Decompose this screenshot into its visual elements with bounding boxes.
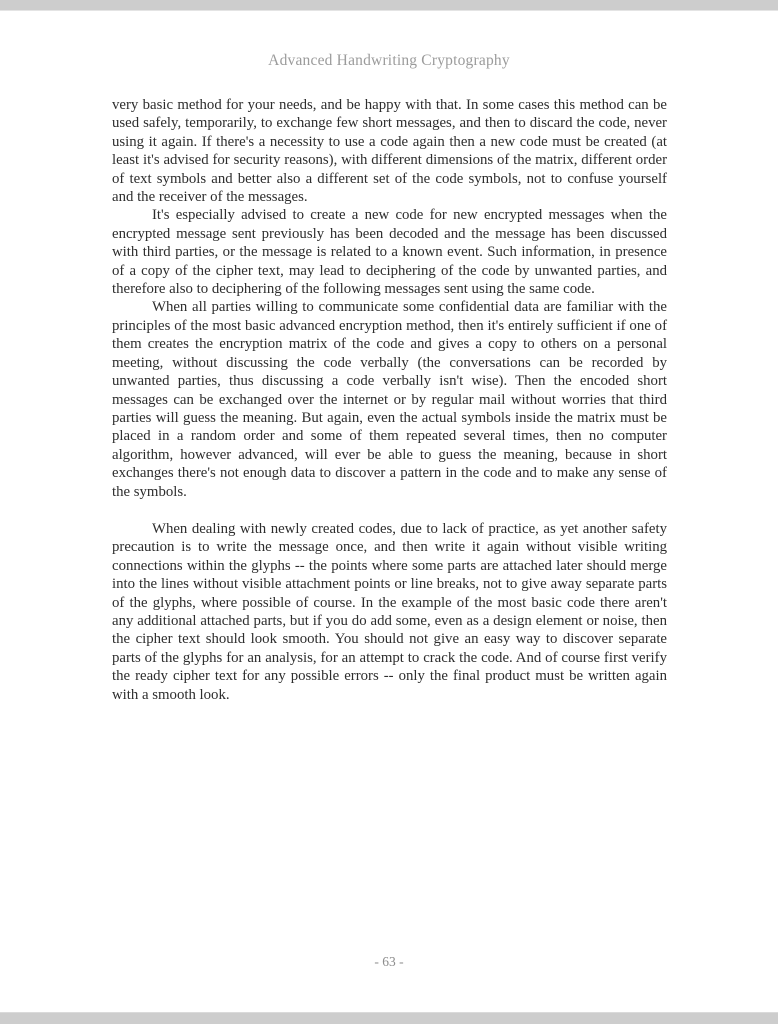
paragraph: When dealing with newly created codes, due to lack of practice, as yet another safety precaution is to write the message once, and then write it again without visible writing connections within the glyphs -- the points where some parts are attached later should merge into the lines without visible attachment points or line breaks, not to give away separate parts of the glyphs, where possible of course. In the example of the most basic code there aren't any additional attached parts, but if you do add some, even as a design element or noise, then the cipher text should look smooth. You should not give an easy way to discover separate parts of the glyphs for an analysis, for an attempt to crack the code. And of course first verify the ready cipher text for any possible errors -- only the final product must be written again with a smooth look. xyxy=(112,520,667,703)
paragraph: When all parties willing to communicate some confidential data are familiar with the principles of the most basic advanced encryption method, then it's entirely sufficient if one of them creates the encryption matrix of the code and gives a copy to others on a personal meeting, without discussing the code verbally (the conversations can be recorded by unwanted parties, thus discussing a code verbally isn't wise). Then the encoded short messages can be exchanged over the internet or by regular mail without worries that third parties will guess the meaning. But again, even the actual symbols inside the matrix must be placed in a random order and some of them repeated several times, then no computer algorithm, however advanced, will ever be able to guess the meaning, because in short exchanges there's not enough data to discover a pattern in the code and to make any sense of the symbols. xyxy=(112,299,667,500)
paragraph: very basic method for your needs, and be happy with that. In some cases this method can be used safely, temporarily, to exchange few short messages, and then to discard the code, never using it again. If there's a necessity to use a code again then a new code must be created (at least it's advised for security reasons), with different dimensions of the matrix, different order of text symbols and better also a different set of the code symbols, not to confuse yourself and the receiver of the messages. xyxy=(112,97,667,206)
running-header-title: Advanced Handwriting Cryptography xyxy=(268,52,510,69)
paragraph: It's especially advised to create a new code for new encrypted messages when the encrypted message sent previously has been decoded and the message has been discussed with third parties, or the message is related to a known event. Such information, in presence of a copy of the cipher text, may lead to deciphering of the code by unwanted parties, and therefore also to deciphering of the following messages sent using the same code. xyxy=(112,207,667,298)
scan-edge-bottom xyxy=(0,1012,778,1024)
page-number: - 63 - xyxy=(374,954,404,969)
scan-edge-top xyxy=(0,0,778,11)
page-body xyxy=(112,96,667,704)
